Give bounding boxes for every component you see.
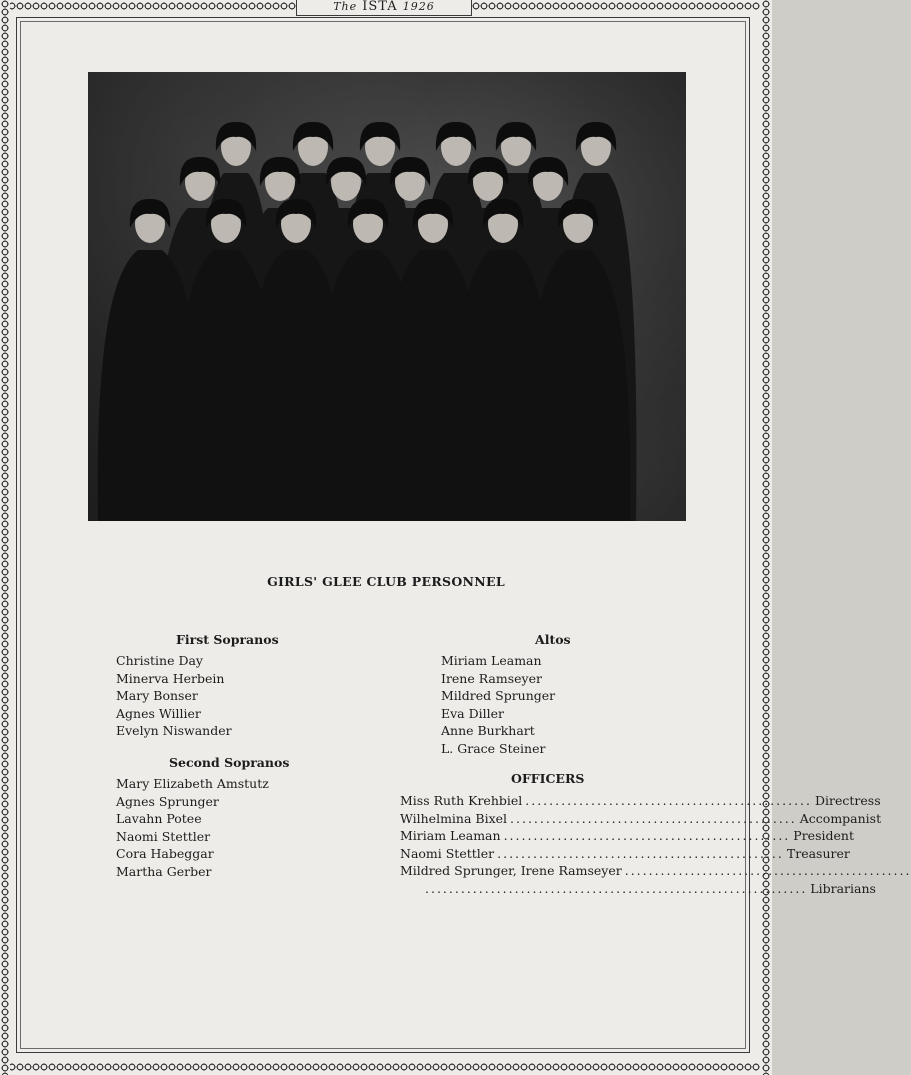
list-item: Mary Bonser: [116, 688, 198, 704]
officers-list: [400, 792, 911, 898]
list-item: Evelyn Niswander: [116, 723, 232, 739]
masthead-prefix: The: [333, 0, 358, 13]
officer-row: [400, 810, 882, 828]
officer-row: [400, 845, 850, 863]
leader-dots: ................................................: [503, 828, 791, 844]
photo-figures: [88, 72, 686, 521]
masthead-year: 1926: [402, 0, 435, 13]
second-sopranos-list: [116, 775, 269, 881]
officer-role: President: [793, 828, 854, 844]
officer-row: [400, 792, 881, 810]
leader-dots: ................................................: [624, 863, 911, 879]
officer-name: Mildred Sprunger, Irene Ramseyer: [400, 863, 622, 879]
leader-dots: ................................................: [525, 793, 812, 808]
list-item: Irene Ramseyer: [441, 670, 542, 686]
masthead: [296, 0, 472, 16]
list-item: Anne Burkhart: [441, 723, 535, 739]
officer-name: Miriam Leaman: [400, 828, 501, 844]
altos-heading: Altos: [535, 632, 571, 647]
first-sopranos-heading: First Sopranos: [176, 632, 279, 647]
officer-role: Treasurer: [786, 845, 850, 861]
officer-name: Naomi Stettler: [400, 845, 495, 861]
list-item: Martha Gerber: [116, 863, 212, 879]
list-item: Agnes Willier: [116, 705, 201, 721]
list-item: Minerva Herbein: [116, 670, 225, 686]
list-item: Miriam Leaman: [441, 653, 542, 668]
list-item: Eva Diller: [441, 705, 505, 721]
officer-row: [400, 827, 854, 845]
decorative-border-right: [760, 0, 772, 1075]
officer-role: Directress: [815, 793, 881, 808]
officer-role: Librarians: [810, 880, 876, 896]
list-item: L. Grace Steiner: [441, 740, 546, 756]
list-item: Naomi Stettler: [116, 828, 211, 844]
leader-dots: ................................................: [510, 810, 797, 826]
altos-list: [441, 652, 555, 758]
group-photograph: [88, 72, 686, 521]
decorative-border-bottom: [0, 1061, 772, 1073]
leader-dots: ................................................: [497, 845, 784, 861]
list-item: Lavahn Potee: [116, 811, 202, 827]
officer-row: [400, 862, 911, 880]
decorative-border-left: [0, 0, 10, 1075]
leader-dots: ................................................................: [425, 880, 808, 896]
officers-heading: OFFICERS: [511, 771, 585, 786]
officer-row: [400, 880, 876, 898]
first-sopranos-list: [116, 652, 232, 740]
officer-name: Wilhelmina Bixel: [400, 810, 508, 826]
list-item: Mary Elizabeth Amstutz: [116, 776, 269, 791]
list-item: Mildred Sprunger: [441, 688, 556, 704]
second-sopranos-heading: Second Sopranos: [169, 755, 290, 770]
officer-name: Miss Ruth Krehbiel: [400, 793, 523, 808]
list-item: Cora Habeggar: [116, 846, 214, 862]
page-title: GIRLS' GLEE CLUB PERSONNEL: [267, 574, 505, 589]
masthead-name: ISTA: [362, 0, 398, 14]
list-item: Christine Day: [116, 653, 203, 668]
officer-role: Accompanist: [799, 810, 882, 826]
list-item: Agnes Sprunger: [116, 793, 219, 809]
